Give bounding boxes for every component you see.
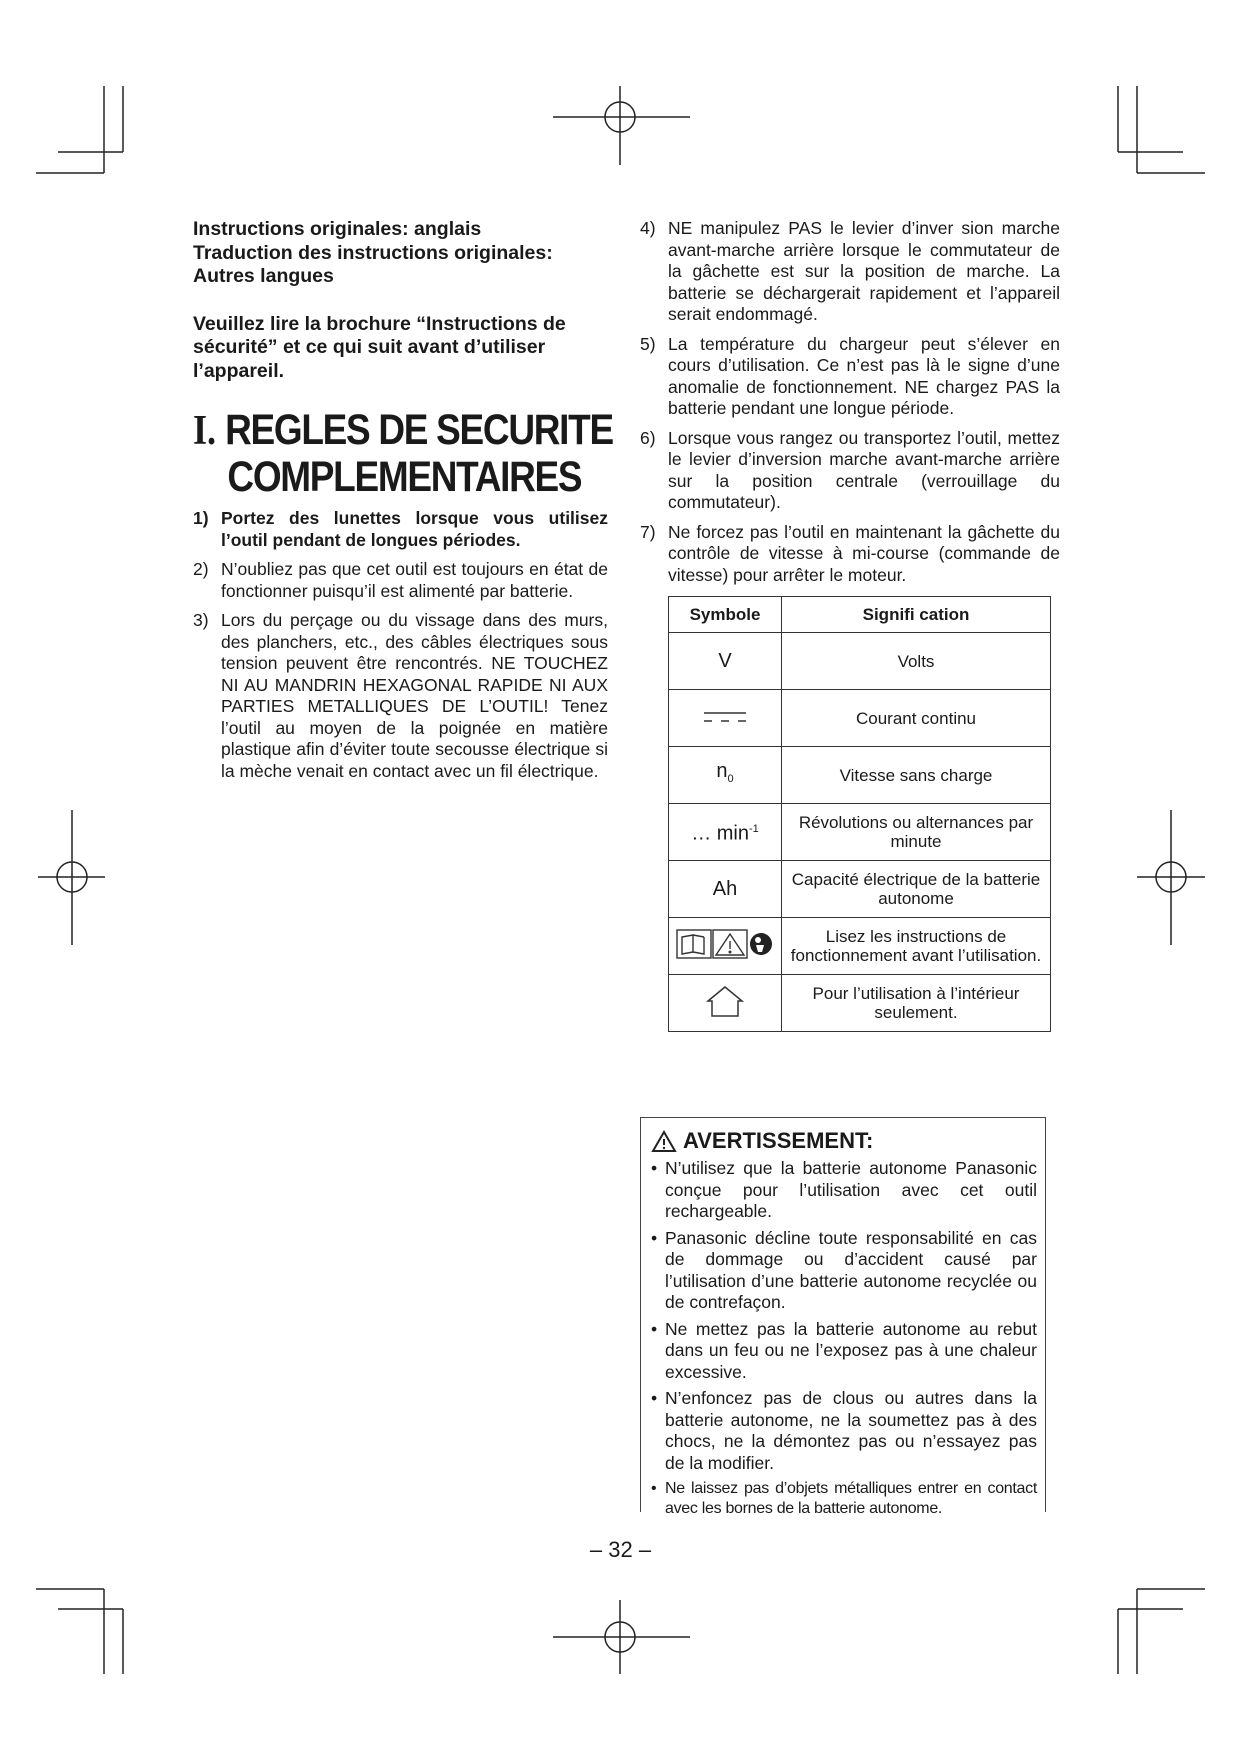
symbol-cell: $n_0$ [669,747,782,804]
list-item: 6) Lorsque vous rangez ou transportez l’outil, mettez le levier d’inversion marche avant-marche arrière sur la position centrale (verrouillage du commutateur). [640,427,1060,512]
table-row [669,633,1051,690]
warning-bullet: • N’utilisez que la batterie autonome Panasonic conçue pour l’utilisation avec cet outil rechargeable. [651,1158,1037,1221]
meaning-cell: Volts [782,633,1051,690]
symbol-cell: … $\min^{-1}$ [669,804,782,861]
indoor-use-house-icon [705,984,745,1018]
meaning-cell: Pour l’utilisation à l’intérieur seulement. [782,975,1051,1032]
read-safety-brochure-note: Veuillez lire la brochure “Instructions de sécurité” et ce qui suit avant d’utiliser l’appareil. [193,312,566,382]
table-row [669,690,1051,747]
read-manual-warning-icons [676,928,774,960]
meaning-cell: Lisez les instructions de fonctionnement avant l’utilisation. [782,918,1051,975]
left-column [193,218,613,790]
list-item: 1) Portez des lunettes lorsque vous utilisez l’outil pendant de longues périodes. [193,508,608,550]
meaning-cell: Capacité électrique de la batterie autonome [782,861,1051,918]
meaning-cell: Vitesse sans charge [782,747,1051,804]
symbol-cell [669,975,782,1032]
table-row [669,804,1051,861]
warning-bullet: • N’enfoncez pas de clous ou autres dans la batterie autonome, ne la soumettez pas à des chocs, ne la démontez pas ou n’essayez pas de la modifier. [651,1388,1037,1473]
symbol-cell [669,918,782,975]
meaning-column-header: Signifi cation [782,597,1051,633]
list-item: 7) Ne forcez pas l’outil en maintenant la gâchette du contrôle de vitesse à mi-course (commande de vitesse) pour arrêter le moteur. [640,521,1060,585]
table-row [669,975,1051,1032]
symbols-table [668,596,1051,1032]
meaning-cell: Révolutions ou alternances par minute [782,804,1051,861]
symbol-cell [669,690,782,747]
list-item: 3) Lors du perçage ou du vissage dans des murs, des planchers, etc., des câbles électriques sous tension peuvent être rencontrés. NE TOUCHEZ NI AU MANDRIN HEXAGONAL RAPIDE NI AUX PARTIES METALLIQUES DE L’OUTIL! Tenez l’outil au moyen de la poignée en matière plastique afin d’éviter toute secousse électrique si la mèche venait en contact avec un fil électrique. [193,610,608,781]
direct-current-icon [702,710,748,724]
warning-triangle-icon [651,1130,677,1153]
table-row [669,918,1051,975]
list-item: 2) N’oubliez pas que cet outil est toujours en état de fonctionner puisqu’il est alimenté par batterie. [193,559,608,601]
warning-box [640,1117,1046,1517]
table-header-row [669,597,1051,633]
symbol-cell: Ah [669,861,782,918]
warning-bullet: • Ne mettez pas la batterie autonome au rebut dans un feu ou ne l’exposez pas à une chaleur excessive. [651,1318,1037,1382]
symbol-cell: V [669,633,782,690]
original-instructions-header: Instructions originales: anglais Traduction des instructions originales: Autres langues [193,218,553,287]
page-number: – 32 – [589,1537,652,1562]
list-item: 5) La température du chargeur peut s’élever en cours d’utilisation. Ce n’est pas là le signe d’une anomalie de fonctionnement. NE chargez PAS la batterie pendant une longue période. [640,333,1060,418]
meaning-cell: Courant continu [782,690,1051,747]
warning-bullet: • Ne laissez pas d’objets métalliques entrer en contact avec les bornes de la batterie autonome. [651,1480,1037,1517]
warning-title: AVERTISSEMENT: [651,1128,1037,1154]
warning-bullet: • Panasonic décline toute responsabilité en cas de dommage ou d’accident causé par l’utilisation d’une batterie autonome recyclée ou de contrefaçon. [651,1227,1037,1312]
table-row [669,861,1051,918]
list-item: 4) NE manipulez PAS le levier d’inver sion marche avant-marche arrière lorsque le commutateur de la gâchette est sur la position de marche. La batterie se déchargerait rapidement et l’appareil serait endommagé. [640,218,1060,324]
section-title: I. REGLES DE SECURITE COMPLEMENTAIRES [193,406,613,501]
table-row [669,747,1051,804]
right-column [640,218,1060,1032]
symbol-column-header: Symbole [669,597,782,633]
